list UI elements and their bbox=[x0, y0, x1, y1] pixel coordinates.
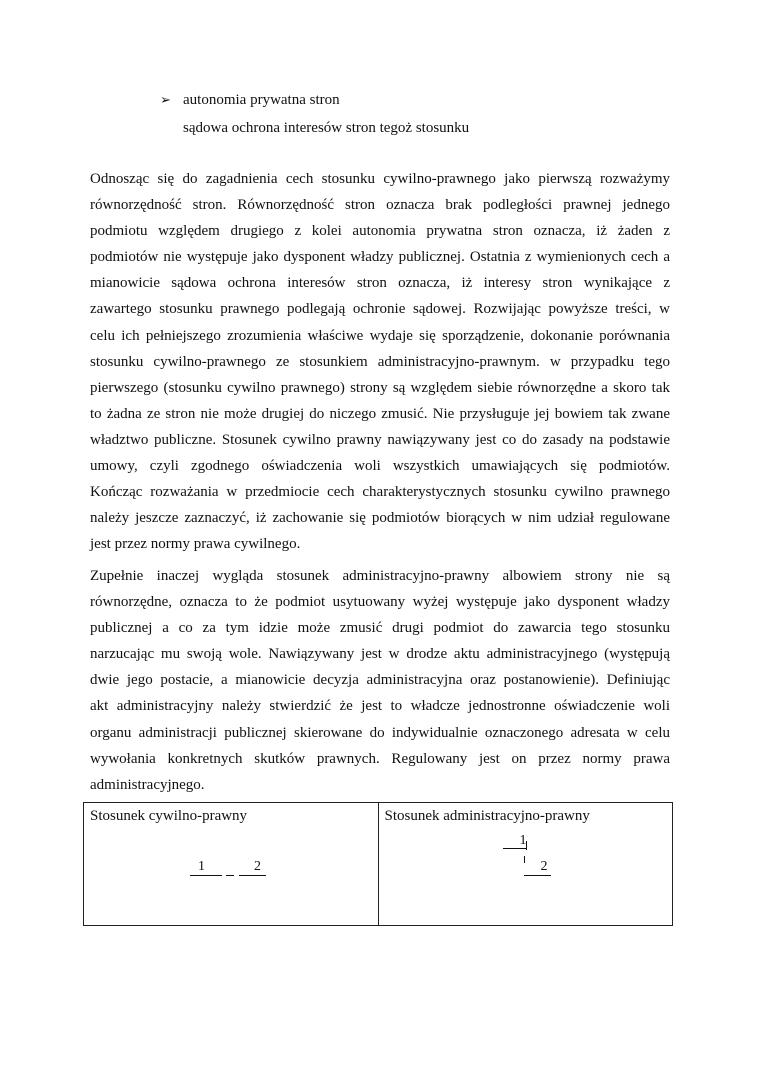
subordinate-party-underline bbox=[524, 875, 551, 876]
paragraph-administrative-law bbox=[90, 563, 670, 798]
administrative-law-header: Stosunek administracyjno-prawny bbox=[384, 808, 590, 824]
text-line: władztwo publiczne. Stosunek cywilno prawny nawiązywany jest co do zasady na podstawie bbox=[90, 431, 670, 448]
civil-law-cell bbox=[84, 803, 379, 926]
arrow-bullet-icon: ➢ bbox=[160, 92, 171, 107]
subordinate-party-label: 2 bbox=[540, 859, 548, 874]
text-line: administracyjnego. bbox=[90, 776, 205, 793]
text-line: celu ich pełniejszego zrozumienia właściwe wydaje się sporządzenie, dokonanie porównania bbox=[90, 327, 670, 344]
superior-party-underline bbox=[503, 848, 527, 849]
text-line: stosunku cywilno-prawnego ze stosunkiem administracyjno-prawnym. w przypadku tego bbox=[90, 353, 670, 370]
hierarchy-connector bbox=[524, 856, 525, 863]
civil-law-header: Stosunek cywilno-prawny bbox=[90, 808, 248, 824]
bullet-text: autonomia prywatna stron bbox=[183, 92, 340, 108]
party-2-label: 2 bbox=[254, 859, 261, 874]
text-line: należy jeszcze zaznaczyć, iż zachowanie się podmiotów biorących w nim udział regulowane bbox=[90, 510, 670, 527]
text-line: Zupełnie inaczej wygląda stosunek administracyjno-prawny albowiem strony nie są bbox=[90, 568, 670, 584]
text-line: umowy, czyli zgodnego oświadczenia woli wszystkich umawiających się podmiotów. bbox=[90, 458, 670, 475]
text-line: równorzędne, oznacza to że podmiot usytuowany wyżej występuje jako dysponent władzy bbox=[90, 594, 670, 611]
administrative-law-cell bbox=[378, 803, 673, 926]
dash-connector bbox=[226, 875, 234, 876]
text-line: wywołania konkretnych skutków prawnych. Regulowany jest on przez normy prawa bbox=[90, 750, 670, 767]
paragraph-civil-law bbox=[90, 166, 670, 557]
text-line: akt administracyjny należy stwierdzić że jest to władcze jednostronne oświadczenie woli bbox=[90, 698, 670, 715]
text-line: podmiotu względem drugiego z kolei autonomia prywatna stron oznacza, iż żaden z bbox=[90, 223, 670, 240]
text-line: podmiotów nie występuje jako dysponent władzy publicznej. Ostatnia z wymienionych cech a bbox=[90, 249, 670, 266]
superior-party-label: 1 bbox=[519, 833, 527, 848]
text-line: publicznej a co za tym idzie może zmusić drugi podmiot do zawarcia tego stosunku bbox=[90, 620, 670, 637]
party-2-underline bbox=[239, 875, 266, 876]
text-line: jest przez normy prawa cywilnego. bbox=[90, 536, 301, 553]
comparison-table bbox=[83, 802, 673, 926]
text-line: organu administracji publicznej skierowane do indywidualnie oznaczonego adresata w celu bbox=[90, 724, 670, 741]
text-line: Kończąc rozważania w przedmiocie cech charakterystycznych stosunku cywilno prawnego bbox=[90, 484, 670, 501]
text-line: to żadna ze stron nie może drugiej do niczego zmusić. Nie przysługuje jej bowiem tak zwane bbox=[90, 405, 670, 422]
bullet-item-court-protection: sądowa ochrona interesów stron tegoż stosunku bbox=[183, 120, 470, 136]
text-line: równorzędność stron. Równorzędność stron oznacza brak podległości prawnej jednego bbox=[90, 197, 670, 214]
text-line: Odnosząc się do zagadnienia cech stosunku cywilno-prawnego jako pierwszą rozważymy bbox=[90, 171, 670, 187]
party-1-underline bbox=[190, 875, 222, 876]
text-line: mianowicie sądowa ochrona interesów stron oznacza, iż interesy stron wynikające z bbox=[90, 275, 670, 292]
text-line: zawartego stosunku prawnego podlegają ochronie sądowej. Rozwijając powyższe treści, w bbox=[90, 301, 670, 318]
party-1-label: 1 bbox=[198, 859, 205, 874]
text-line: pierwszego (stosunku cywilno prawnego) strony są względem siebie równorzędne a skoro tak bbox=[90, 379, 670, 396]
text-line: narzucając mu swoją wole. Nawiązywany jest w drodze aktu administracyjnego (występują bbox=[90, 646, 670, 663]
superior-tick bbox=[526, 841, 527, 850]
text-line: dwie jego postacie, a mianowicie decyzja administracyjna oraz postanowienie). Definiując bbox=[90, 672, 670, 689]
